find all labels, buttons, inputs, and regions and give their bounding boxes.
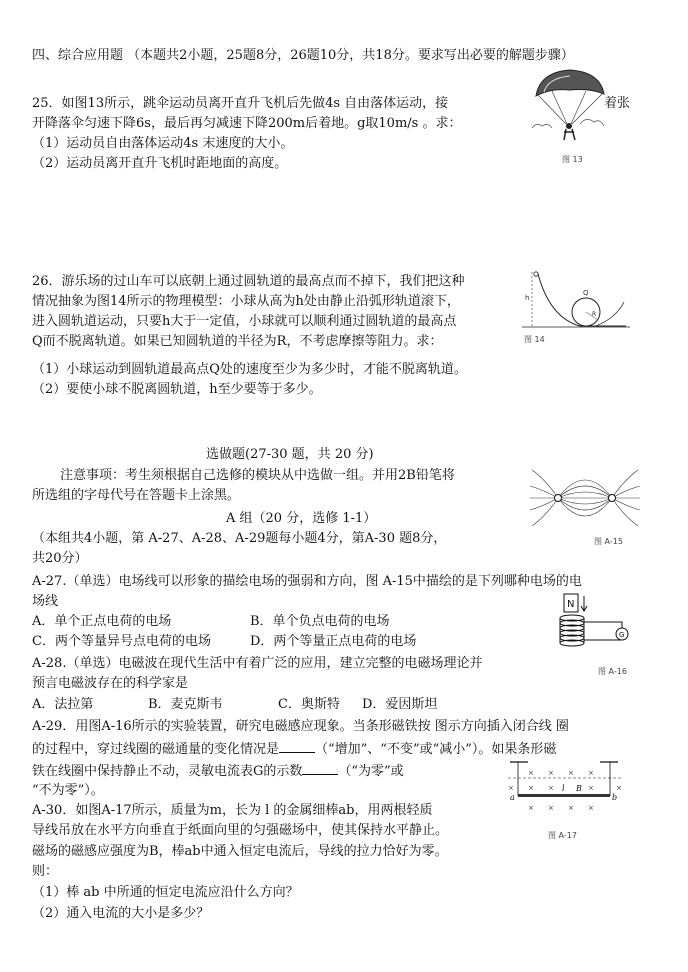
group-a-desc-1: （本组共4小题，第 A-27、A-28、A-29题每小题4分，第A-30 题8分，	[32, 531, 447, 546]
a27-option-b: B．单个负点电荷的电场	[250, 614, 390, 629]
a29-line1: A-29．用图A-16所示的实验装置，研究电磁感应现象。当条形磁铁按 图示方向插入闭合线 圈	[32, 719, 569, 734]
svg-text:×: ×	[616, 784, 622, 792]
q26-line4: Q而不脱离轨道。如果已知圆轨道的半径为R，不考虑摩擦等阻力。求：	[32, 334, 443, 349]
optional-note-2: 所选组的字母代号在答题卡上涂黑。	[32, 488, 241, 503]
a29-line2	[32, 740, 556, 758]
q25-line1: 25．如图13所示，跳伞运动员离开直升飞机后先做4s 自由落体运动，接	[32, 96, 449, 111]
a28-option-b: B．麦克斯韦	[148, 697, 223, 712]
a27-option-a: A．单个正点电荷的电场	[32, 614, 172, 629]
loop-track-figure	[520, 268, 632, 332]
a29-answer-blank-2[interactable]	[302, 762, 338, 775]
q25-line1-end: 着张	[604, 96, 631, 111]
coil-galvanometer-figure	[548, 592, 634, 662]
rod-magnetic-field-figure	[504, 758, 632, 828]
a29-answer-blank-1[interactable]	[279, 740, 315, 753]
label-n: N	[567, 599, 575, 610]
a30-part1: （1）棒 ab 中所通的恒定电流应沿什么方向？	[32, 885, 299, 900]
a29-line3-text: 铁在线圈中保持静止不动，灵敏电流表G的示数	[32, 764, 303, 779]
q26-line3: 进入圆轨道运动，只要h大于一定值，小球就可以顺利通过圆轨道的最高点	[32, 314, 457, 329]
parachute-figure	[530, 66, 610, 150]
svg-text:×: ×	[528, 804, 534, 812]
a29-line3	[32, 762, 404, 780]
field-lines-figure	[526, 462, 644, 534]
optional-title: 选做题(27-30 题，共 20 分)	[206, 447, 374, 462]
svg-text:×: ×	[528, 769, 534, 777]
label-b: b	[612, 793, 618, 802]
label-field-b: B	[576, 784, 582, 793]
a28-option-d: D．爱因斯坦	[362, 697, 438, 712]
a30-part2: （2）通入电流的大小是多少？	[32, 906, 210, 921]
a30-line3: 磁场的磁感应强度为B，棒ab中通入恒定电流后，导线的拉力恰好为零。	[32, 844, 448, 859]
svg-text:×: ×	[548, 769, 554, 777]
svg-text:×: ×	[568, 804, 574, 812]
svg-text:×: ×	[548, 784, 554, 792]
figure-13-caption: 图 13	[562, 155, 583, 164]
svg-text:×: ×	[508, 784, 514, 792]
group-a-desc-2: 共20分）	[32, 551, 88, 566]
section-heading: 四、综合应用题 （本题共2小题，25题8分，26题10分，共18分。要求写出必要的解题步骤）	[32, 48, 574, 63]
a30-line1: A-30．如图A-17所示，质量为m，长为 l 的金属细棒ab，用两根轻质	[32, 803, 433, 818]
q25-line2: 开降落伞匀速下降6s，最后再匀减速下降200m后着地。g取10m/s 。求：	[32, 116, 462, 131]
figure-a17-caption: 图 A-17	[548, 831, 577, 840]
label-h: h	[525, 294, 530, 302]
a29-line2-options: （“增加”、“不变”或“减小”）。如果条形磁	[315, 742, 557, 757]
q26-part2: （2）要使小球不脱离圆轨道，h至少要等于多少。	[32, 382, 322, 397]
a30-line4: 则：	[32, 864, 59, 879]
q25-part2: （2）运动员离开直升飞机时距地面的高度。	[32, 156, 288, 171]
svg-text:×: ×	[588, 784, 594, 792]
label-r: R	[592, 311, 597, 318]
figure-a15-caption: 图 A-15	[594, 537, 623, 546]
label-a: a	[510, 793, 515, 802]
a30-line2: 导线吊放在水平方向垂直于纸面向里的匀强磁场中，使其保持水平静止。	[32, 823, 449, 838]
label-l: l	[562, 784, 565, 793]
optional-note-1: 注意事项：考生须根据自己选修的模块从中选做一组。并用2B铅笔将	[60, 468, 455, 483]
figure-a16-caption: 图 A-16	[598, 667, 627, 676]
label-g: G	[619, 631, 625, 639]
a29-line3-options: （“为零”或	[338, 764, 404, 779]
a27-option-c: C．两个等量异号点电荷的电场	[32, 634, 211, 649]
a27-line2: 场线	[32, 594, 59, 609]
svg-text:×: ×	[588, 769, 594, 777]
a29-line2-text: 的过程中，穿过线圈的磁通量的变化情况是	[32, 742, 280, 757]
svg-text:×: ×	[548, 804, 554, 812]
q26-line2: 情况抽象为图14所示的物理模型：小球从高为h处由静止沿弧形轨道滚下，	[32, 294, 460, 309]
a27-option-d: D．两个等量正点电荷的电场	[250, 634, 417, 649]
svg-text:×: ×	[568, 769, 574, 777]
a28-option-a: A．法拉第	[32, 697, 94, 712]
a28-line2: 预言电磁波存在的科学家是	[32, 676, 189, 691]
q26-line1: 26．游乐场的过山车可以底朝上通过圆轨道的最高点而不掉下，我们把这种	[32, 274, 465, 289]
svg-text:×: ×	[528, 784, 534, 792]
label-q: Q	[583, 289, 589, 297]
a29-line4: “不为零”）。	[32, 783, 104, 798]
group-a-title: A 组（20 分，选修 1-1）	[226, 511, 377, 526]
a28-option-c: C．奥斯特	[278, 697, 340, 712]
q25-part1: （1）运动员自由落体运动4s 末速度的大小。	[32, 136, 294, 151]
q26-part1: （1）小球运动到圆轨道最高点Q处的速度至少为多少时，才能不脱离轨道。	[32, 362, 467, 377]
svg-text:×: ×	[588, 804, 594, 812]
figure-14-caption: 图 14	[524, 335, 545, 344]
a28-line1: A-28.（单选）电磁波在现代生活中有着广泛的应用，建立完整的电磁场理论并	[32, 656, 483, 671]
a27-line1: A-27.（单选）电场线可以形象的描绘电场的强弱和方向，图 A-15中描绘的是下列哪种电场的电	[32, 574, 582, 589]
